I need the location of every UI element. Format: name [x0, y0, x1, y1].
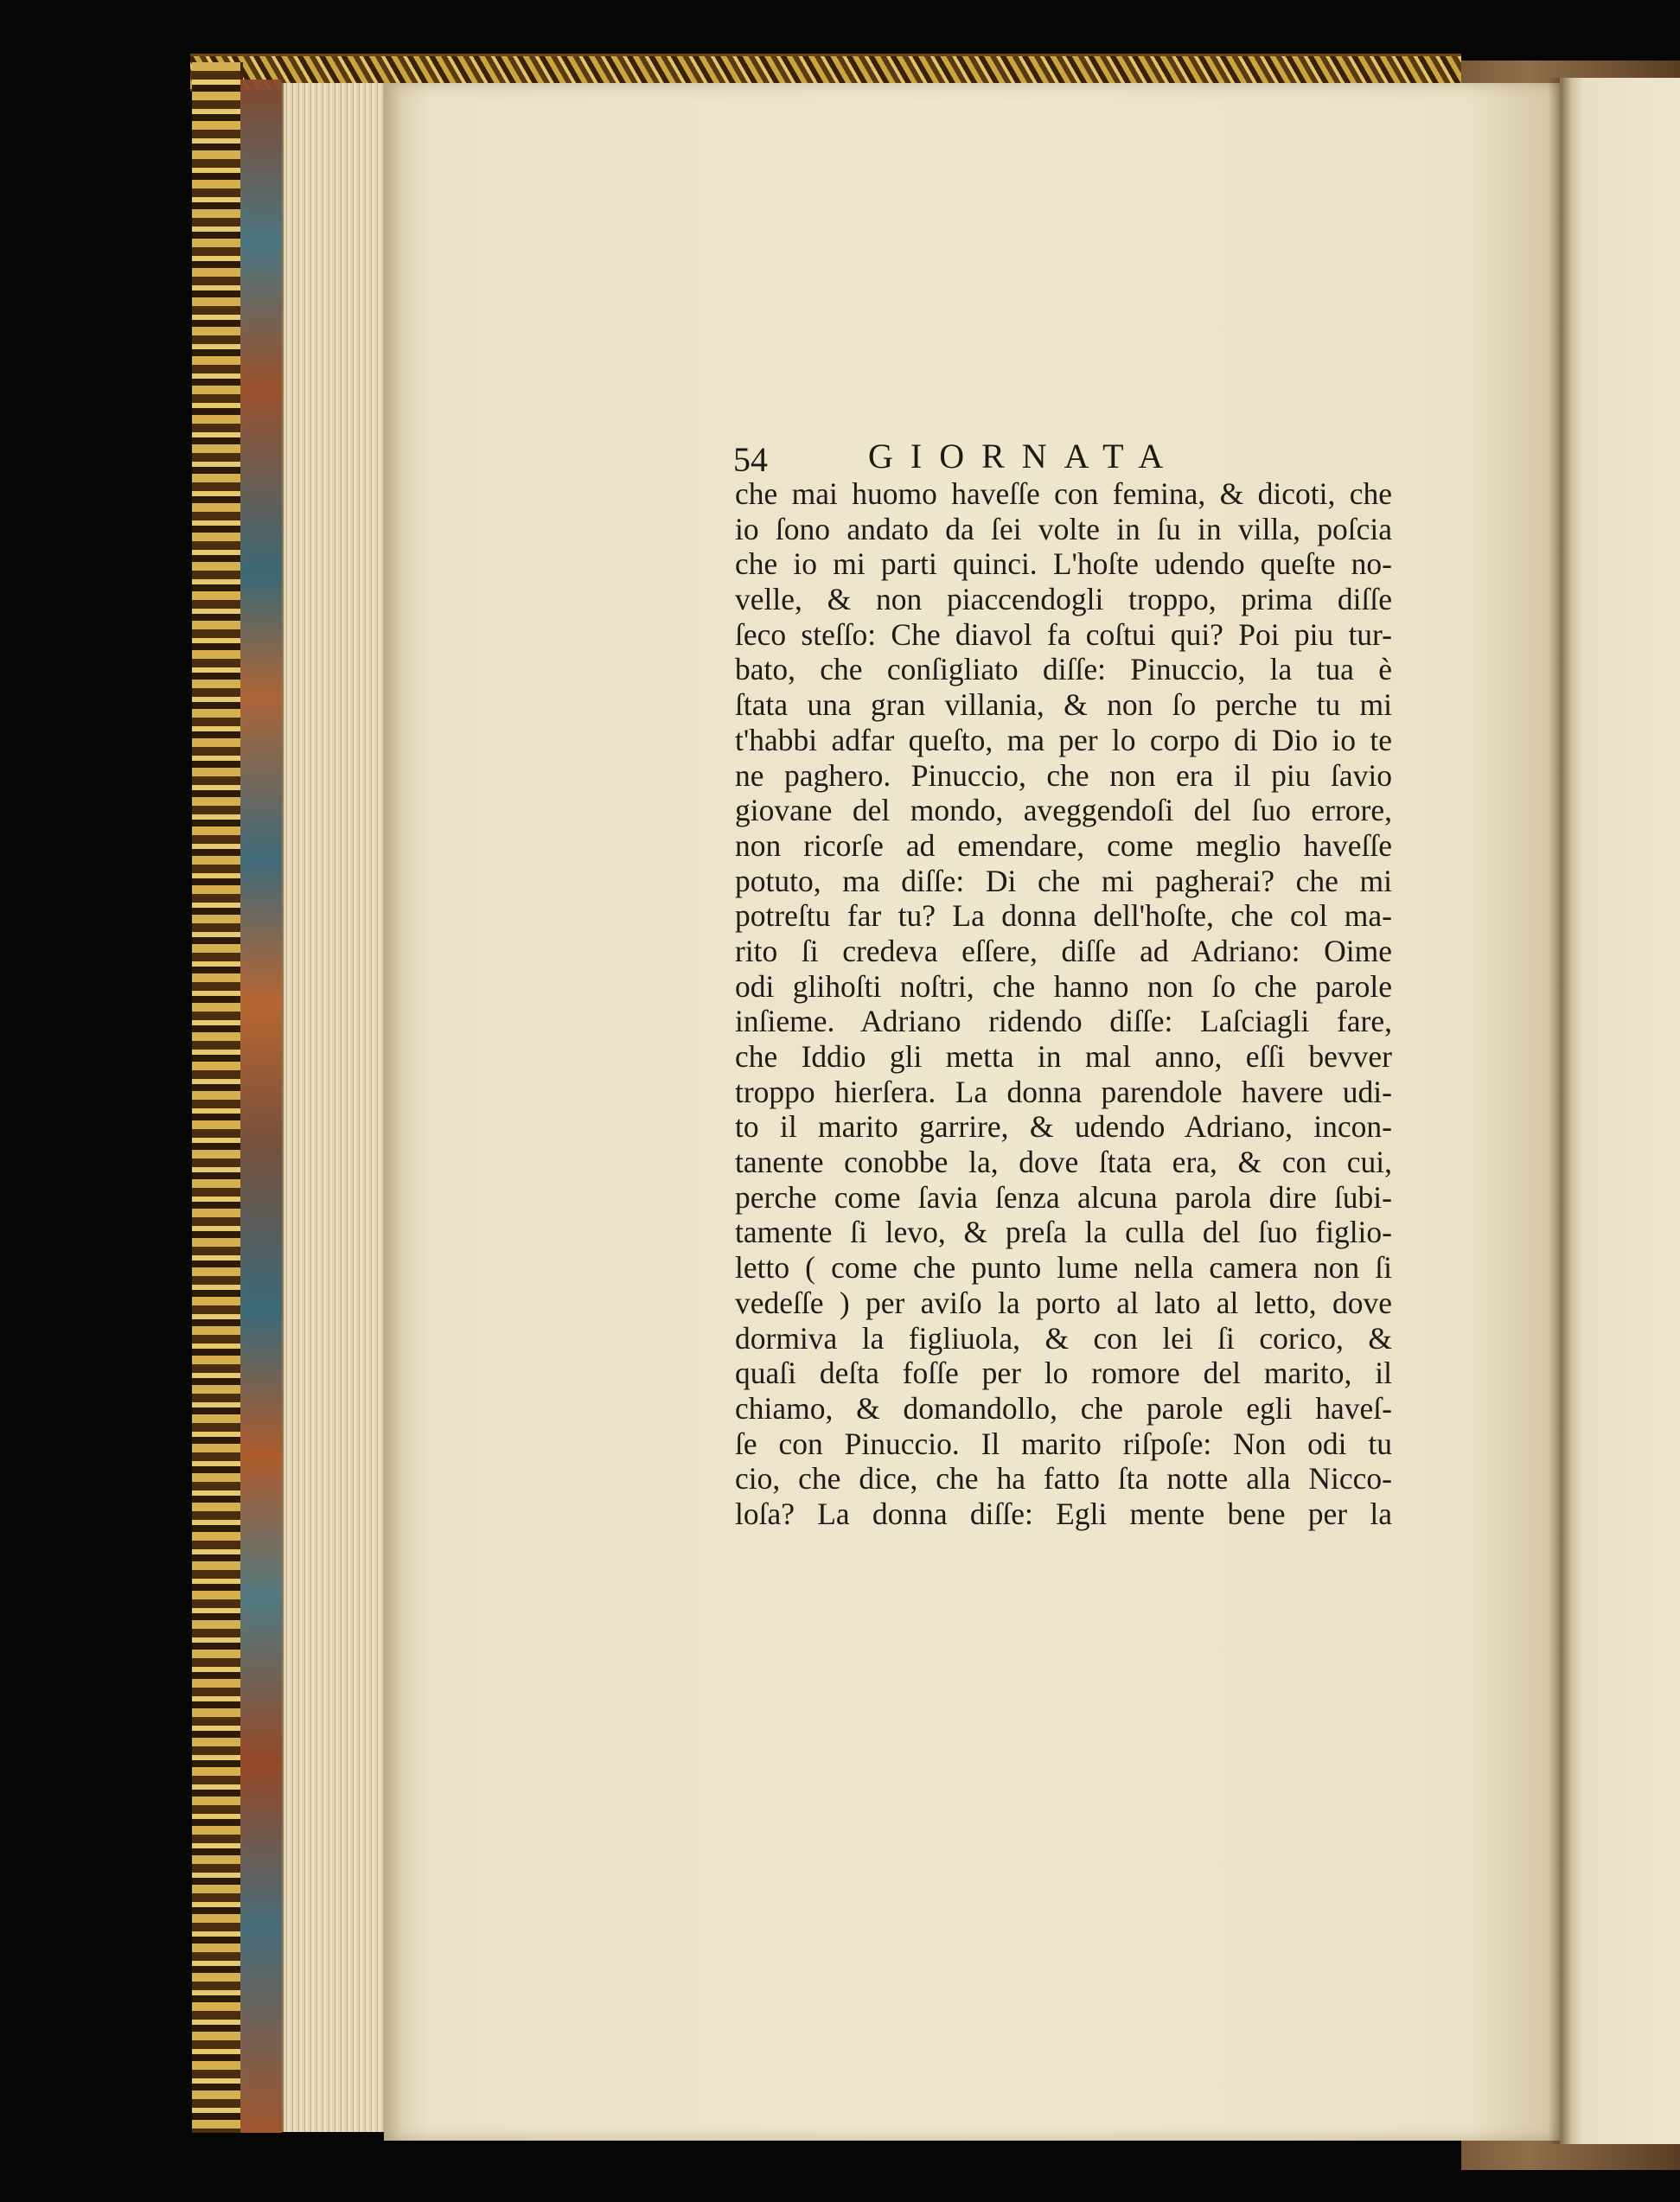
text-line: chiamo, & domandollo, che parole egli haveſ-	[735, 1390, 1392, 1426]
text-line: quaſi deſta foſſe per lo romore del marito, il	[735, 1356, 1392, 1391]
text-line: io ſono andato da ſei volte in ſu in villa, poſcia	[735, 511, 1392, 546]
text-line: bato, che conſigliato diſſe: Pinuccio, la tua è	[735, 652, 1392, 687]
text-line: t'habbi adfar queſto, ma per lo corpo di Dio io te	[735, 722, 1392, 757]
page-edges	[282, 83, 386, 2132]
text-line: ne paghero. Pinuccio, che non era il piu ſavio	[735, 757, 1392, 793]
text-line: che Iddio gli metta in mal anno, eſſi bevver	[735, 1039, 1392, 1074]
text-line: che mai huomo haveſſe con femina, & dicoti, che	[735, 476, 1392, 511]
text-line: ſtata una gran villania, & non ſo perche tu mi	[735, 687, 1392, 723]
text-line: giovane del mondo, aveggendoſi del ſuo errore,	[735, 793, 1392, 828]
text-line: troppo hierſera. La donna parendole havere udi-	[735, 1074, 1392, 1109]
text-line: perche come ſavia ſenza alcuna parola dire ſubi-	[735, 1179, 1392, 1215]
text-line: vedeſſe ) per aviſo la porto al lato al letto, dove	[735, 1285, 1392, 1320]
gilt-board-edge	[192, 62, 243, 2133]
marbled-endpaper	[240, 80, 282, 2133]
text-line: ſeco steſſo: Che diavol fa coſtui qui? Poi piu tur-	[735, 616, 1392, 652]
text-line: rito ſi credeva eſſere, diſſe ad Adriano: Oime	[735, 933, 1392, 968]
text-line: non ricorſe ad emendare, come meglio haveſſe	[735, 827, 1392, 863]
text-line: inſieme. Adriano ridendo diſſe: Laſciagli fare,	[735, 1004, 1392, 1039]
text-line: potreſtu far tu? La donna dell'hoſte, che col ma-	[735, 898, 1392, 934]
text-line: che io mi parti quinci. L'hoſte udendo queſte no-	[735, 546, 1392, 582]
text-line: cio, che dice, che ha fatto ſta notte alla Nicco-	[735, 1461, 1392, 1497]
text-line: tanente conobbe la, dove ſtata era, & con cui,	[735, 1145, 1392, 1180]
text-line: odi glihoſti noſtri, che hanno non ſo che parole	[735, 968, 1392, 1004]
text-line: to il marito garrire, & udendo Adriano, incon-	[735, 1109, 1392, 1145]
body-text	[735, 476, 1392, 1532]
page-number: 54	[733, 440, 768, 479]
text-line: velle, & non piaccendogli troppo, prima diſſe	[735, 582, 1392, 617]
text-line: letto ( come che punto lume nella camera non ſi	[735, 1250, 1392, 1286]
text-line: ſe con Pinuccio. Il marito riſpoſe: Non odi tu	[735, 1426, 1392, 1461]
gutter-shadow	[1548, 78, 1572, 2144]
running-title: GIORNATA	[868, 437, 1181, 476]
facing-page	[1560, 78, 1680, 2144]
text-line: potuto, ma diſſe: Di che mi pagherai? che mi	[735, 863, 1392, 898]
text-line: loſa? La donna diſſe: Egli mente bene per la	[735, 1496, 1392, 1531]
text-line: dormiva la figliuola, & con lei ſi corico, &	[735, 1320, 1392, 1356]
text-line: tamente ſi levo, & preſa la culla del ſuo figlio-	[735, 1215, 1392, 1250]
